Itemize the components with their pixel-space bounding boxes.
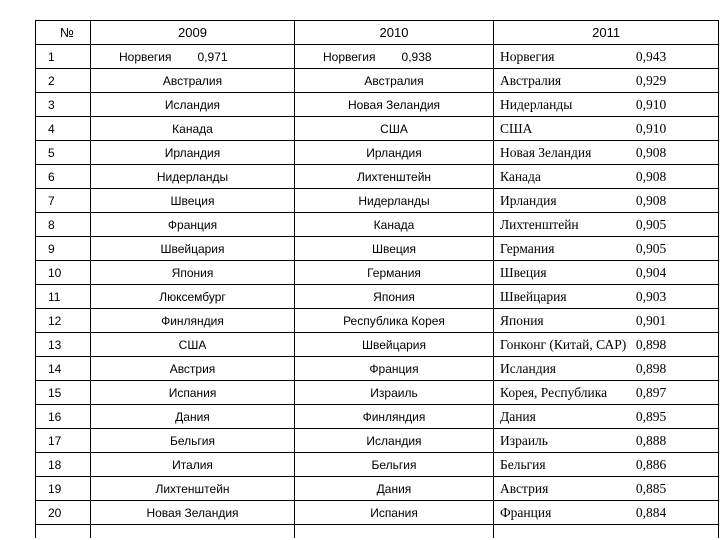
country-2009-cell: США — [91, 333, 295, 357]
rank-cell: 12 — [36, 309, 91, 333]
country-2011-cell — [494, 309, 719, 333]
country-2011: Австрия — [500, 480, 549, 496]
country-2009-cell: Новая Зеландия — [91, 501, 295, 525]
value-2011: 0,905 — [635, 216, 667, 232]
table-row — [36, 69, 719, 93]
country-2009-cell: Нидерланды — [91, 165, 295, 189]
country-2011-cell — [494, 213, 719, 237]
country-2011: Швейцария — [500, 288, 567, 304]
value-2011: 0,898 — [635, 360, 667, 376]
country-2010-cell: Франция — [295, 357, 494, 381]
rank-cell: 2 — [36, 69, 91, 93]
header-row — [36, 21, 719, 45]
country-2010-cell: Исландия — [295, 429, 494, 453]
country-2011-cell — [494, 141, 719, 165]
value-2011: 0,897 — [635, 384, 667, 400]
empty-cell — [36, 525, 91, 539]
country-2010-cell — [295, 45, 494, 69]
country-2010-cell: США — [295, 117, 494, 141]
country-2011-cell — [494, 501, 719, 525]
country-2011: Япония — [500, 312, 544, 328]
table-row — [36, 165, 719, 189]
rank-cell: 9 — [36, 237, 91, 261]
country-2009-cell: Швейцария — [91, 237, 295, 261]
country-2009-cell: Канада — [91, 117, 295, 141]
value-2011: 0,885 — [635, 480, 667, 496]
rank-cell: 11 — [36, 285, 91, 309]
table-row — [36, 237, 719, 261]
value-2011: 0,904 — [635, 264, 667, 280]
value-2011: 0,895 — [635, 408, 667, 424]
value-2011: 0,929 — [635, 72, 667, 88]
country-2009-cell: Австралия — [91, 69, 295, 93]
country-2010-cell: Ирландия — [295, 141, 494, 165]
table-row — [36, 261, 719, 285]
rank-cell: 8 — [36, 213, 91, 237]
value-2011: 0,898 — [635, 336, 667, 352]
value-2011: 0,910 — [635, 120, 667, 136]
country-2010-cell: Испания — [295, 501, 494, 525]
country-2011-cell — [494, 381, 719, 405]
country-2010-cell: Дания — [295, 477, 494, 501]
country-2009-cell: Финляндия — [91, 309, 295, 333]
country-2009: Норвегия — [119, 49, 172, 64]
country-2011-cell — [494, 285, 719, 309]
country-2009-cell: Япония — [91, 261, 295, 285]
hdi-ranking-table — [35, 20, 719, 538]
table-continuation-row — [36, 525, 719, 539]
country-2011-cell — [494, 477, 719, 501]
value-2011: 0,943 — [635, 48, 667, 64]
country-2011-cell — [494, 237, 719, 261]
country-2011: Франция — [500, 504, 552, 520]
country-2011: Дания — [500, 408, 536, 424]
country-2011: Гонконг (Китай, САР) — [500, 336, 627, 352]
rank-cell: 4 — [36, 117, 91, 141]
country-2009-cell: Испания — [91, 381, 295, 405]
header-num: № — [36, 21, 91, 45]
country-2010-cell: Швеция — [295, 237, 494, 261]
value-2011: 0,888 — [635, 432, 667, 448]
country-2010-cell: Финляндия — [295, 405, 494, 429]
country-2011-cell — [494, 405, 719, 429]
country-2010-cell: Швейцария — [295, 333, 494, 357]
table-row — [36, 357, 719, 381]
country-2011: Корея, Республика — [500, 384, 608, 400]
country-2011-cell — [494, 453, 719, 477]
value-2011: 0,905 — [635, 240, 667, 256]
value-2011: 0,908 — [635, 168, 667, 184]
value-2011: 0,908 — [635, 144, 667, 160]
country-2009-cell: Франция — [91, 213, 295, 237]
rank-cell: 15 — [36, 381, 91, 405]
country-2009-cell: Италия — [91, 453, 295, 477]
country-2011: Новая Зеландия — [500, 144, 592, 160]
value-2011: 0,901 — [635, 312, 667, 328]
empty-cell — [494, 525, 719, 539]
table-row — [36, 501, 719, 525]
country-2009-cell: Исландия — [91, 93, 295, 117]
country-2011-cell — [494, 45, 719, 69]
country-2010-cell: Канада — [295, 213, 494, 237]
country-2011: Лихтенштейн — [500, 216, 579, 232]
table-row — [36, 309, 719, 333]
country-2009-cell: Ирландия — [91, 141, 295, 165]
country-2009-cell: Люксембург — [91, 285, 295, 309]
rank-cell: 3 — [36, 93, 91, 117]
rank-cell: 5 — [36, 141, 91, 165]
country-2011: Канада — [500, 168, 541, 184]
country-2010-cell: Израиль — [295, 381, 494, 405]
table-row — [36, 405, 719, 429]
value-2011: 0,903 — [635, 288, 667, 304]
table-row — [36, 141, 719, 165]
table-row — [36, 213, 719, 237]
country-2009-cell: Лихтенштейн — [91, 477, 295, 501]
header-2011: 2011 — [494, 21, 719, 45]
country-2011: Бельгия — [500, 456, 546, 472]
country-2011-cell — [494, 165, 719, 189]
value-2011: 0,884 — [635, 504, 667, 520]
value-2011: 0,908 — [635, 192, 667, 208]
header-2010: 2010 — [295, 21, 494, 45]
rank-cell: 16 — [36, 405, 91, 429]
country-2009-cell: Австрия — [91, 357, 295, 381]
table-row — [36, 117, 719, 141]
country-2010-cell: Лихтенштейн — [295, 165, 494, 189]
empty-cell — [295, 525, 494, 539]
table-row — [36, 285, 719, 309]
country-2010-cell: Япония — [295, 285, 494, 309]
country-2010-cell: Нидерланды — [295, 189, 494, 213]
country-2011: Австралия — [500, 72, 562, 88]
rank-cell: 18 — [36, 453, 91, 477]
country-2011-cell — [494, 429, 719, 453]
value-2009: 0,971 — [197, 49, 228, 64]
empty-cell — [91, 525, 295, 539]
country-2011: Норвегия — [500, 48, 555, 64]
country-2010-cell: Германия — [295, 261, 494, 285]
rank-cell: 10 — [36, 261, 91, 285]
country-2011-cell — [494, 93, 719, 117]
rank-cell: 1 — [36, 45, 91, 69]
table-row — [36, 453, 719, 477]
country-2009-cell: Дания — [91, 405, 295, 429]
rank-cell: 7 — [36, 189, 91, 213]
country-2009-cell: Бельгия — [91, 429, 295, 453]
country-2011: Германия — [500, 240, 555, 256]
country-2011: Нидерланды — [500, 96, 573, 112]
country-2011: Ирландия — [500, 192, 557, 208]
table-row — [36, 333, 719, 357]
country-2009-cell: Швеция — [91, 189, 295, 213]
table-row — [36, 429, 719, 453]
rank-cell: 13 — [36, 333, 91, 357]
header-2009: 2009 — [91, 21, 295, 45]
rank-cell: 17 — [36, 429, 91, 453]
table-row — [36, 189, 719, 213]
table-row — [36, 477, 719, 501]
country-2011: Швеция — [500, 264, 547, 280]
country-2011-cell — [494, 189, 719, 213]
table-row — [36, 45, 719, 69]
table-row — [36, 381, 719, 405]
country-2010-cell: Австралия — [295, 69, 494, 93]
rank-cell: 19 — [36, 477, 91, 501]
table-row — [36, 93, 719, 117]
country-2011: Израиль — [500, 432, 548, 448]
country-2010-cell: Бельгия — [295, 453, 494, 477]
country-2009-cell — [91, 45, 295, 69]
country-2011-cell — [494, 117, 719, 141]
country-2010-cell: Республика Корея — [295, 309, 494, 333]
value-2011: 0,886 — [635, 456, 667, 472]
country-2010-cell: Новая Зеландия — [295, 93, 494, 117]
country-2011: США — [500, 120, 533, 136]
value-2010: 0,938 — [401, 49, 432, 64]
country-2011-cell — [494, 357, 719, 381]
rank-cell: 6 — [36, 165, 91, 189]
country-2010: Норвегия — [323, 49, 376, 64]
rank-cell: 20 — [36, 501, 91, 525]
country-2011-cell — [494, 69, 719, 93]
country-2011: Исландия — [500, 360, 556, 376]
rank-cell: 14 — [36, 357, 91, 381]
value-2011: 0,910 — [635, 96, 667, 112]
country-2011-cell — [494, 261, 719, 285]
country-2011-cell — [494, 333, 719, 357]
